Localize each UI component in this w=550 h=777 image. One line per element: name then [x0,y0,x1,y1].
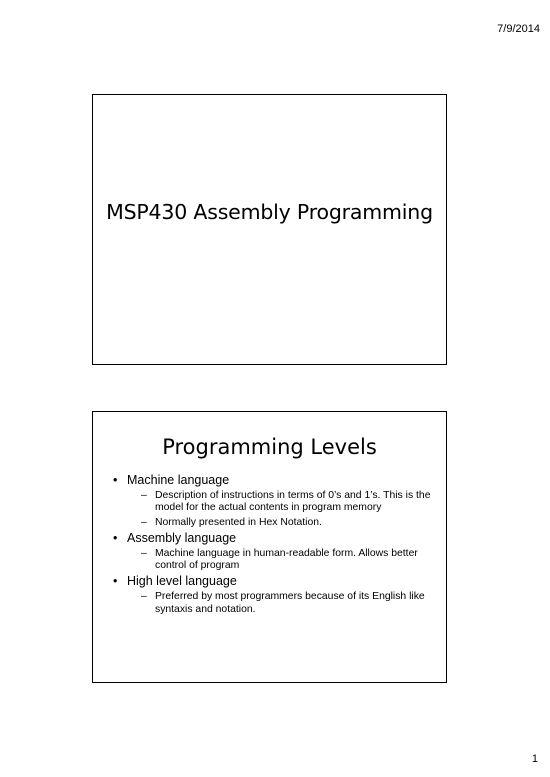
dash-icon: – [141,591,147,603]
sub-text: Normally presented in Hex Notation. [155,516,322,528]
bullet-list [93,473,446,616]
sub-text: Machine language in human-readable form. Allows better control of program [155,547,418,572]
bullet-text: Machine language [127,473,230,487]
sub-item [141,591,432,616]
bullet-icon: • [113,574,118,589]
bullet-text: Assembly language [127,530,237,545]
sub-list [127,591,432,616]
slide-2-title: Programming Levels [162,435,377,459]
sub-item [141,490,432,515]
slide-1-title: MSP430 Assembly Programming [106,200,433,224]
dash-icon: – [141,547,147,559]
page-date: 7/9/2014 [497,23,540,35]
bullet-item [113,531,432,573]
bullet-item [113,473,432,529]
bullet-icon: • [113,473,118,487]
dash-icon: – [141,490,147,501]
slide-1 [92,94,447,365]
sub-list [127,490,432,529]
sub-text: Description of instructions in terms of 0’s and 1’s. This is the model for the actual contents in program memory [155,490,431,514]
slide-2 [92,411,447,683]
page-number: 1 [531,753,538,765]
dash-icon: – [141,516,147,528]
sub-list [127,548,432,573]
bullet-item [113,574,432,616]
bullet-icon: • [113,530,118,545]
bullet-text: High level language [127,574,237,589]
sub-item [141,548,432,573]
sub-text: Preferred by most programmers because of its English like syntaxis and notation. [155,591,425,615]
sub-item [141,517,432,529]
